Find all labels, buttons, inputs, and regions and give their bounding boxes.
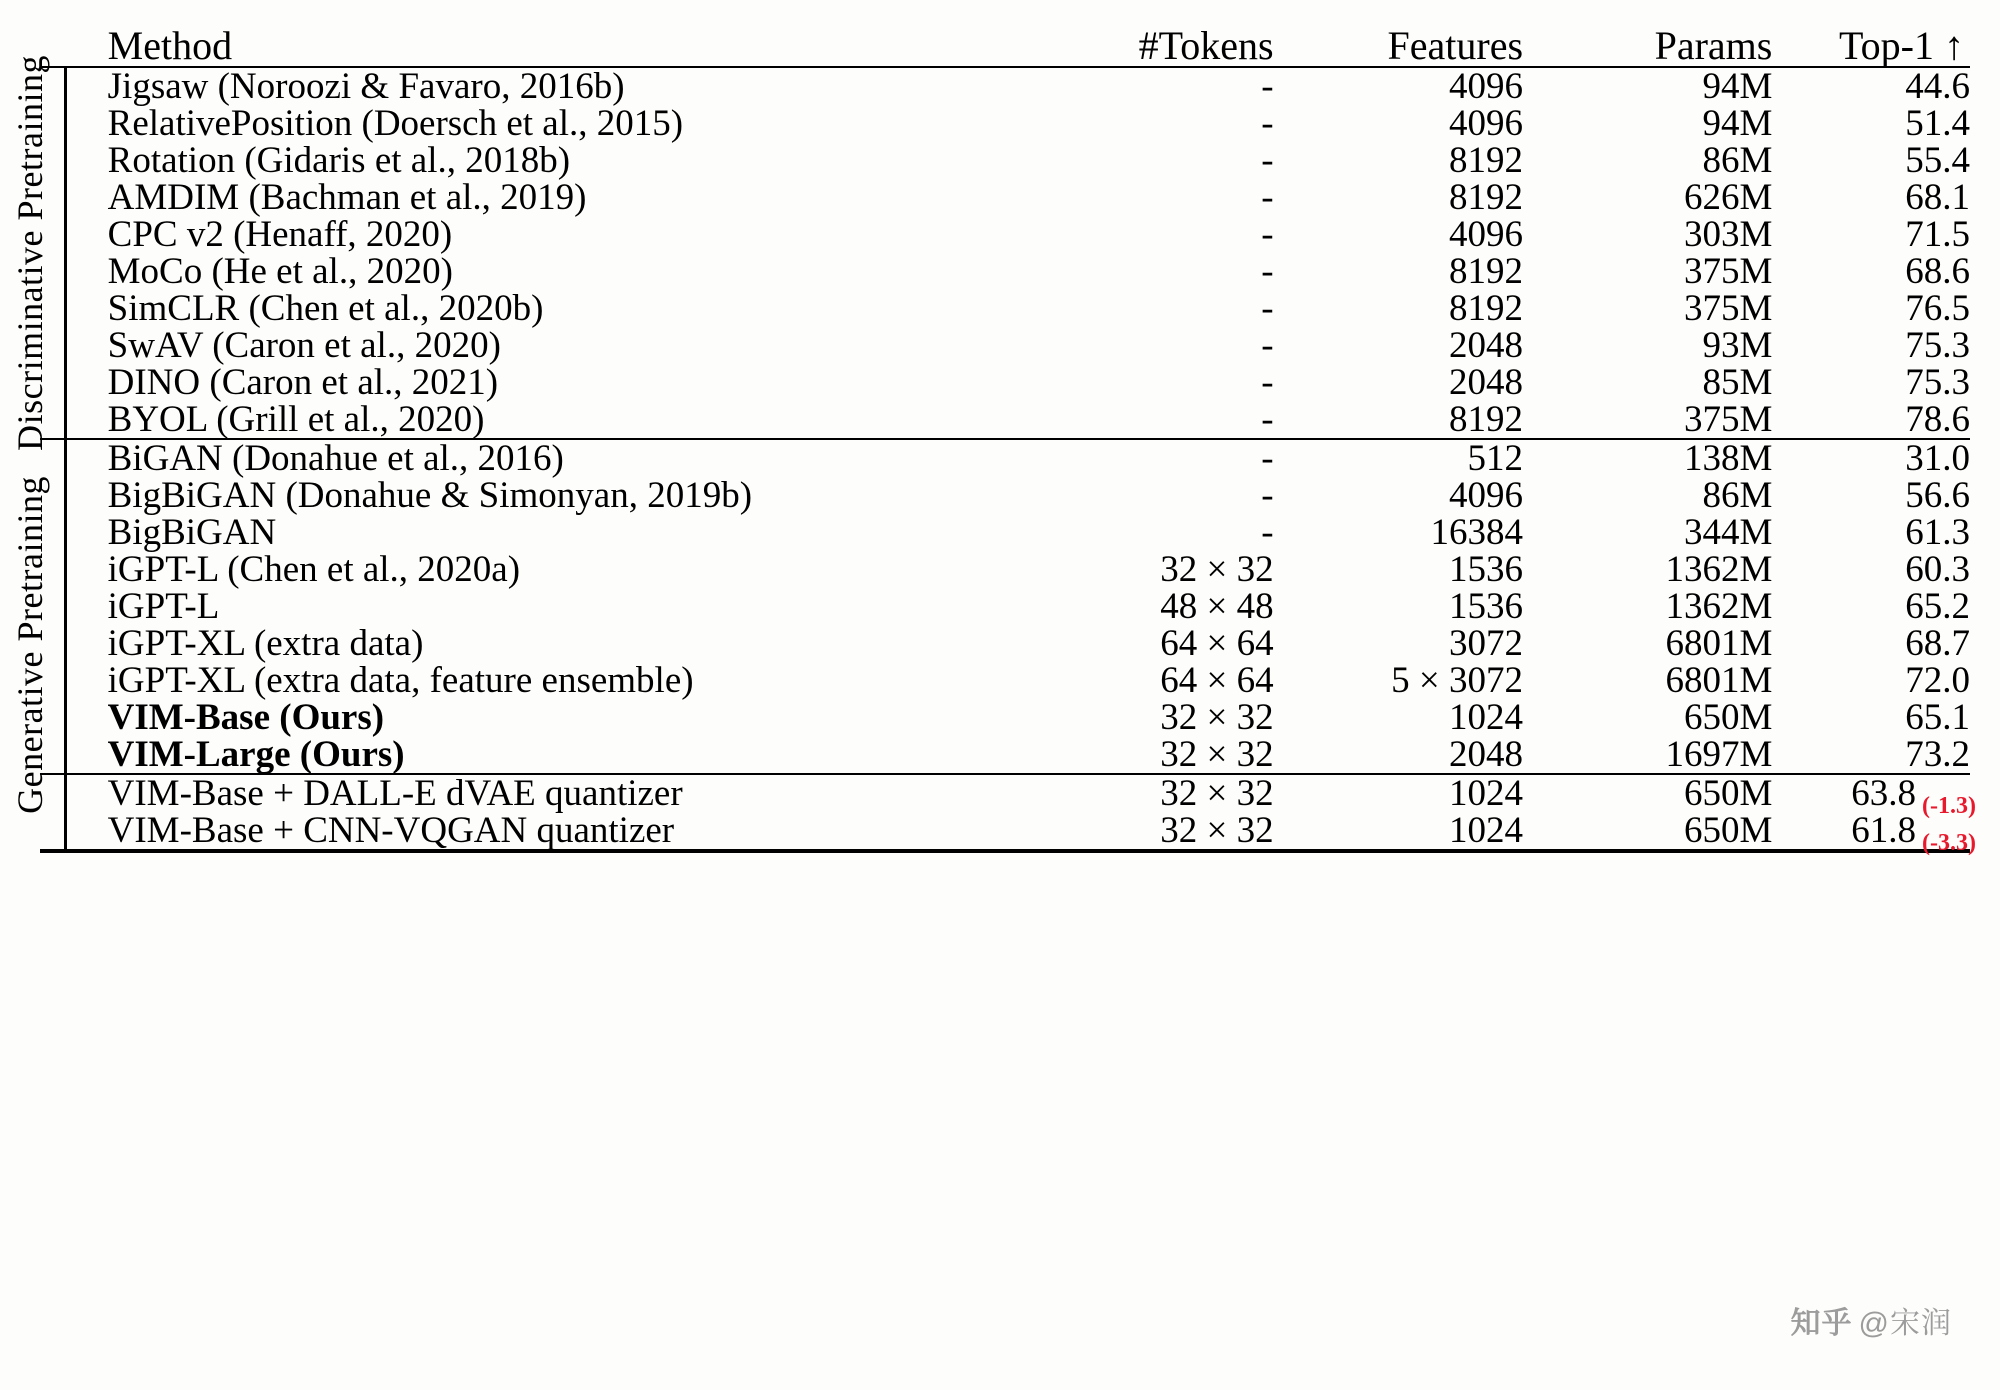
cell-tokens: 64 × 64 — [1160, 623, 1274, 664]
cell-tokens: 32 × 32 — [1160, 697, 1274, 738]
results-table-container — [40, 23, 1976, 863]
bottom-rule-cell — [1004, 851, 1273, 863]
cell-params: 344M — [1683, 512, 1773, 553]
cell-features: 8192 — [1449, 177, 1524, 218]
cell-tokens: - — [1261, 214, 1274, 255]
cell-method: Jigsaw (Noroozi & Favaro, 2016b) — [108, 67, 1005, 105]
group-label-discriminative — [0, 55, 60, 451]
table-row — [40, 105, 1970, 142]
cell-tokens: - — [1261, 362, 1274, 403]
cell-features: 1536 — [1449, 549, 1524, 590]
cell-top1: 60.3 — [1905, 549, 1970, 590]
cell-method: BigBiGAN — [107, 512, 277, 553]
cell-top1: 78.6 — [1905, 399, 1970, 440]
cell-params: 86M — [1702, 475, 1773, 516]
cell-features: 3072 — [1449, 623, 1524, 664]
cell-params: 94M — [1523, 67, 1772, 105]
cell-method: iGPT-L — [107, 586, 220, 627]
cell-tokens: 32 × 32 — [1160, 810, 1274, 851]
cell-params: 650M — [1523, 774, 1772, 812]
table-row — [40, 179, 1970, 216]
table-row — [40, 253, 1970, 290]
bottom-rule-cell — [1274, 851, 1523, 863]
cell-top1: 68.7 — [1905, 623, 1970, 664]
cell-params: 6801M — [1665, 623, 1773, 664]
table-row — [40, 551, 1970, 588]
group-label-generative-text: Generative Pretraining — [10, 476, 50, 814]
cell-top1-delta: (-1.3) — [1922, 793, 1976, 819]
cell-top1: 75.3 — [1905, 325, 1970, 366]
cell-features: 1024 — [1449, 697, 1524, 738]
cell-features: 2048 — [1449, 362, 1524, 403]
cell-features: 4096 — [1449, 475, 1524, 516]
cell-method: CPC v2 (Henaff, 2020) — [107, 214, 453, 255]
cell-tokens: - — [1004, 67, 1273, 105]
cell-top1: 73.2 — [1905, 734, 1970, 775]
table-row — [40, 401, 1970, 439]
cell-features: 4096 — [1274, 67, 1523, 105]
cell-method: BYOL (Grill et al., 2020) — [107, 399, 485, 440]
cell-params: 94M — [1702, 103, 1773, 144]
cell-top1: 31.0 — [1772, 439, 1970, 477]
header-method: Method — [107, 23, 233, 68]
cell-features: 2048 — [1449, 325, 1524, 366]
table-row — [40, 67, 1970, 105]
cell-method: VIM-Base (Ours) — [107, 697, 385, 738]
cell-tokens: - — [1261, 475, 1274, 516]
cell-top1: 44.6 — [1772, 67, 1970, 105]
cell-top1: 72.0 — [1905, 660, 1970, 701]
bottom-rule-cell — [40, 851, 108, 863]
cell-params: 303M — [1683, 214, 1773, 255]
table-header-row — [40, 26, 1970, 67]
cell-params: 1362M — [1665, 586, 1773, 627]
cell-top1: 65.2 — [1905, 586, 1970, 627]
table-row — [40, 439, 1970, 477]
table-row — [40, 699, 1970, 736]
cell-tokens: - — [1261, 177, 1274, 218]
cell-params: 85M — [1702, 362, 1773, 403]
cell-top1: 75.3 — [1905, 362, 1970, 403]
cell-top1: 51.4 — [1905, 103, 1970, 144]
cell-tokens: 32 × 32 — [1004, 774, 1273, 812]
cell-top1: 76.5 — [1905, 288, 1970, 329]
cell-tokens: - — [1261, 140, 1274, 181]
cell-tokens: 32 × 32 — [1160, 734, 1274, 775]
cell-top1: 61.3 — [1905, 512, 1970, 553]
cell-features: 8192 — [1449, 251, 1524, 292]
cell-features: 512 — [1274, 439, 1523, 477]
watermark — [1791, 1298, 1952, 1342]
cell-tokens: - — [1004, 439, 1273, 477]
table-row — [40, 364, 1970, 401]
cell-params: 650M — [1683, 810, 1773, 851]
results-table — [40, 23, 1976, 863]
cell-method: VIM-Large (Ours) — [107, 734, 405, 775]
cell-top1: 61.8 $_{(-3.3)}$ — [1851, 810, 1976, 856]
table-row — [40, 327, 1970, 364]
table-row — [40, 477, 1970, 514]
table-row — [40, 736, 1970, 774]
cell-features: 1536 — [1449, 586, 1524, 627]
table-row — [40, 290, 1970, 327]
cell-method: iGPT-XL (extra data) — [107, 623, 424, 664]
cell-params: 6801M — [1665, 660, 1773, 701]
cell-params: 375M — [1683, 288, 1773, 329]
group-label-discriminative-text: Discriminative Pretraining — [10, 55, 50, 451]
cell-tokens: 64 × 64 — [1160, 660, 1274, 701]
table-row — [40, 625, 1970, 662]
results-table-body — [40, 23, 1976, 863]
cell-method: iGPT-XL (extra data, feature ensemble) — [107, 660, 694, 701]
header-features: Features — [1387, 23, 1524, 68]
table-row — [40, 216, 1970, 253]
table-row — [40, 812, 1970, 851]
watermark-text: @宋润 — [1858, 1307, 1952, 1340]
table-bottom-rule — [40, 851, 1970, 863]
cell-method: BigBiGAN (Donahue & Simonyan, 2019b) — [107, 475, 753, 516]
cell-top1: 56.6 — [1905, 475, 1970, 516]
cell-params: 375M — [1683, 251, 1773, 292]
cell-features: 4096 — [1449, 103, 1524, 144]
bottom-rule-cell — [108, 851, 1005, 863]
zhihu-logo-icon: 知乎 — [1790, 1307, 1853, 1340]
cell-tokens: - — [1261, 251, 1274, 292]
cell-features: 1024 — [1274, 774, 1523, 812]
header-params: Params — [1654, 23, 1773, 68]
cell-method: AMDIM (Bachman et al., 2019) — [107, 177, 587, 218]
cell-method: iGPT-L (Chen et al., 2020a) — [107, 549, 521, 590]
cell-method: VIM-Base + CNN-VQGAN quantizer — [107, 810, 675, 851]
header-tokens: #Tokens — [1138, 23, 1274, 68]
cell-method: Rotation (Gidaris et al., 2018b) — [107, 140, 571, 181]
cell-params: 93M — [1702, 325, 1773, 366]
cell-features: 16384 — [1430, 512, 1524, 553]
cell-features: 8192 — [1449, 399, 1524, 440]
cell-top1: 68.6 — [1905, 251, 1970, 292]
table-row — [40, 142, 1970, 179]
cell-tokens: - — [1261, 288, 1274, 329]
cell-top1: 68.1 — [1905, 177, 1970, 218]
table-row — [40, 588, 1970, 625]
cell-params: 86M — [1702, 140, 1773, 181]
cell-features: 1024 — [1449, 810, 1524, 851]
table-row — [40, 514, 1970, 551]
cell-top1: 55.4 — [1905, 140, 1970, 181]
header-top1: Top-1 ↑ — [1839, 23, 1964, 68]
cell-features: 5 × 3072 — [1391, 660, 1524, 701]
cell-top1: 71.5 — [1905, 214, 1970, 255]
cell-method: DINO (Caron et al., 2021) — [107, 362, 499, 403]
cell-method: VIM-Base + DALL-E dVAE quantizer — [108, 774, 1005, 812]
cell-method: MoCo (He et al., 2020) — [107, 251, 453, 292]
cell-method: BiGAN (Donahue et al., 2016) — [108, 439, 1005, 477]
cell-top1: 63.8 $_{(-1.3)}$ — [1772, 774, 1970, 812]
cell-tokens: 48 × 48 — [1160, 586, 1274, 627]
cell-params: 626M — [1683, 177, 1773, 218]
cell-params: 375M — [1683, 399, 1773, 440]
table-row — [40, 774, 1970, 812]
cell-features: 8192 — [1449, 140, 1524, 181]
cell-params: 1697M — [1665, 734, 1773, 775]
cell-params: 138M — [1523, 439, 1772, 477]
group-divider-generative — [64, 439, 67, 851]
group-divider-discriminative — [64, 67, 67, 439]
cell-method: SimCLR (Chen et al., 2020b) — [107, 288, 544, 329]
group-label-generative — [0, 439, 60, 851]
cell-tokens: - — [1261, 103, 1274, 144]
cell-top1-delta: (-3.3) — [1922, 830, 1976, 856]
table-row — [40, 662, 1970, 699]
cell-params: 1362M — [1665, 549, 1773, 590]
cell-top1: 65.1 — [1905, 697, 1970, 738]
cell-tokens: 32 × 32 — [1160, 549, 1274, 590]
cell-features: 4096 — [1449, 214, 1524, 255]
cell-method: SwAV (Caron et al., 2020) — [107, 325, 501, 366]
cell-tokens: - — [1261, 325, 1274, 366]
cell-tokens: - — [1261, 399, 1274, 440]
cell-features: 2048 — [1449, 734, 1524, 775]
cell-tokens: - — [1261, 512, 1274, 553]
bottom-rule-cell — [1523, 851, 1772, 863]
cell-features: 8192 — [1449, 288, 1524, 329]
cell-method: RelativePosition (Doersch et al., 2015) — [107, 103, 684, 144]
cell-params: 650M — [1683, 697, 1773, 738]
